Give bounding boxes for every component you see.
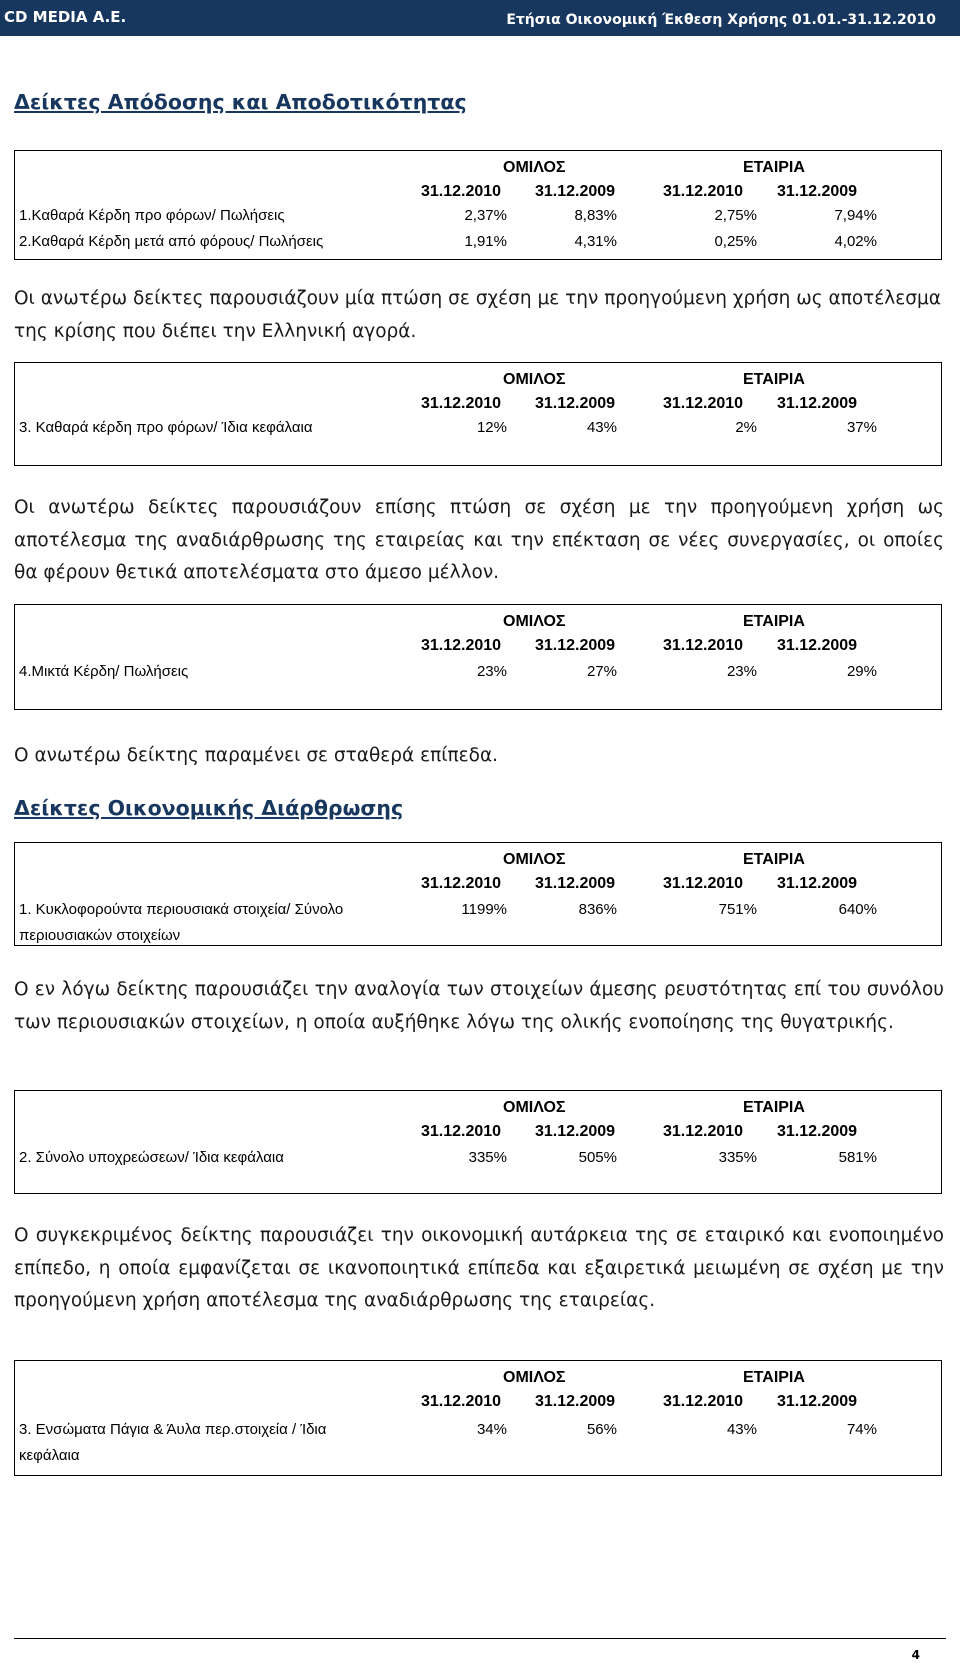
col-date-2009: 31.12.2009 xyxy=(535,1393,616,1410)
col-company-header: ΕΤΑΙΡΙΑ xyxy=(743,1369,805,1386)
paragraph-5: Ο συγκεκριμένος δείκτης παρουσιάζει την οικονομική αυτάρκεια της σε εταιρικό και ενοποιημένο επίπεδο, η οποία εμφανίζεται σε ικανοποιητικά επίπεδα και εξαιρετικά μειωμένη σε σχέση με την προηγούμενη χρήση αποτέλεσμα της αναδιάρθρωσης της εταιρείας. xyxy=(14,1225,944,1311)
company-name: CD MEDIA A.E. xyxy=(4,8,127,26)
value-cell: 8,83% xyxy=(574,207,617,224)
row-label: 1. Κυκλοφορούντα περιουσιακά στοιχεία/ Σύνολο περιουσιακών στοιχείων xyxy=(19,901,344,944)
col-date-2010: 31.12.2010 xyxy=(421,183,502,200)
col-date-2010: 31.12.2010 xyxy=(421,637,502,654)
value-cell: 12% xyxy=(476,419,507,436)
col-date-2009: 31.12.2009 xyxy=(777,1393,858,1410)
col-date-2010: 31.12.2010 xyxy=(421,395,502,412)
value-cell: 23% xyxy=(726,663,757,680)
ratios-table-4 xyxy=(14,842,942,946)
page-number: 4 xyxy=(911,1648,920,1662)
value-cell: 29% xyxy=(846,663,877,680)
value-cell: 581% xyxy=(838,1149,877,1166)
value-cell: 23% xyxy=(476,663,507,680)
col-date-2010: 31.12.2010 xyxy=(421,1123,502,1140)
value-cell: 640% xyxy=(838,901,877,918)
row-label: 2. Σύνολο υποχρεώσεων/ Ίδια κεφάλαια xyxy=(19,1149,284,1166)
col-company-header: ΕΤΑΙΡΙΑ xyxy=(743,613,805,630)
value-cell: 27% xyxy=(586,663,617,680)
row-label: 4.Μικτά Κέρδη/ Πωλήσεις xyxy=(19,663,189,680)
col-date-2010: 31.12.2010 xyxy=(663,395,744,412)
col-group-header: ΟΜΙΛΟΣ xyxy=(503,159,566,176)
value-cell: 2,37% xyxy=(464,207,507,224)
col-date-2009: 31.12.2009 xyxy=(535,1123,616,1140)
col-date-2009: 31.12.2009 xyxy=(777,1123,858,1140)
section-title-performance: Δείκτες Απόδοσης και Αποδοτικότητας xyxy=(14,90,467,114)
col-group-header: ΟΜΙΛΟΣ xyxy=(503,1369,566,1386)
col-company-header: ΕΤΑΙΡΙΑ xyxy=(743,851,805,868)
report-title: Ετήσια Οικονομική Έκθεση Χρήσης 01.01.-31.12.2010 xyxy=(506,12,936,28)
ratios-table-1 xyxy=(14,150,942,260)
col-date-2009: 31.12.2009 xyxy=(777,395,858,412)
col-date-2009: 31.12.2009 xyxy=(777,875,858,892)
value-cell: 37% xyxy=(846,419,877,436)
col-date-2010: 31.12.2010 xyxy=(663,1393,744,1410)
value-cell: 74% xyxy=(846,1421,877,1438)
col-date-2010: 31.12.2010 xyxy=(421,1393,502,1410)
col-date-2009: 31.12.2009 xyxy=(777,637,858,654)
value-cell: 4,31% xyxy=(574,233,617,250)
ratios-table-6 xyxy=(14,1360,942,1476)
col-date-2009: 31.12.2009 xyxy=(777,183,858,200)
row-label: 3. Ενσώματα Πάγια & Άυλα περ.στοιχεία / Ίδια κεφάλαια xyxy=(19,1421,327,1464)
col-company-header: ΕΤΑΙΡΙΑ xyxy=(743,1099,805,1116)
col-group-header: ΟΜΙΛΟΣ xyxy=(503,613,566,630)
paragraph-4: Ο εν λόγω δείκτης παρουσιάζει την αναλογία των στοιχείων άμεσης ρευστότητας επί του συνόλου των περιουσιακών στοιχείων, η οποία αυξήθηκε λόγω της ολικής ενοποίησης της θυγατρικής. xyxy=(14,979,944,1033)
row-label: 1.Καθαρά Κέρδη προ φόρων/ Πωλήσεις xyxy=(19,207,285,224)
col-date-2010: 31.12.2010 xyxy=(663,875,744,892)
value-cell: 335% xyxy=(718,1149,757,1166)
value-cell: 751% xyxy=(718,901,757,918)
value-cell: 0,25% xyxy=(714,233,757,250)
col-date-2010: 31.12.2010 xyxy=(663,1123,744,1140)
col-company-header: ΕΤΑΙΡΙΑ xyxy=(743,159,805,176)
col-date-2009: 31.12.2009 xyxy=(535,875,616,892)
value-cell: 43% xyxy=(726,1421,757,1438)
paragraph-2: Οι ανωτέρω δείκτες παρουσιάζουν επίσης πτώση σε σχέση με την προηγούμενη χρήση ως αποτέλεσμα της αναδιάρθρωσης της εταιρείας και την επέκταση σε νέες συνεργασίες, οι οποίες θα φέρουν θετικά αποτελέσματα στο άμεσο μέλλον. xyxy=(14,497,944,583)
row-label: 3. Καθαρά κέρδη προ φόρων/ Ίδια κεφάλαια xyxy=(19,419,313,436)
value-cell: 836% xyxy=(578,901,617,918)
value-cell: 34% xyxy=(476,1421,507,1438)
col-date-2010: 31.12.2010 xyxy=(421,875,502,892)
row-label: 2.Καθαρά Κέρδη μετά από φόρους/ Πωλήσεις xyxy=(19,233,324,250)
value-cell: 505% xyxy=(578,1149,617,1166)
col-date-2009: 31.12.2009 xyxy=(535,183,616,200)
value-cell: 2% xyxy=(735,419,757,436)
col-group-header: ΟΜΙΛΟΣ xyxy=(503,851,566,868)
value-cell: 2,75% xyxy=(714,207,757,224)
col-company-header: ΕΤΑΙΡΙΑ xyxy=(743,371,805,388)
value-cell: 7,94% xyxy=(834,207,877,224)
ratios-table-2 xyxy=(14,362,942,466)
value-cell: 335% xyxy=(468,1149,507,1166)
section-title-structure: Δείκτες Οικονομικής Διάρθρωσης xyxy=(14,796,404,820)
col-group-header: ΟΜΙΛΟΣ xyxy=(503,1099,566,1116)
value-cell: 1,91% xyxy=(464,233,507,250)
value-cell: 4,02% xyxy=(834,233,877,250)
value-cell: 43% xyxy=(586,419,617,436)
col-date-2009: 31.12.2009 xyxy=(535,395,616,412)
paragraph-3: Ο ανωτέρω δείκτης παραμένει σε σταθερά επίπεδα. xyxy=(14,745,499,766)
col-date-2010: 31.12.2010 xyxy=(663,183,744,200)
ratios-table-5 xyxy=(14,1090,942,1194)
col-date-2009: 31.12.2009 xyxy=(535,637,616,654)
page-header xyxy=(0,0,960,36)
ratios-table-3 xyxy=(14,604,942,710)
col-group-header: ΟΜΙΛΟΣ xyxy=(503,371,566,388)
col-date-2010: 31.12.2010 xyxy=(663,637,744,654)
value-cell: 1199% xyxy=(461,901,507,918)
paragraph-1: Οι ανωτέρω δείκτες παρουσιάζουν μία πτώση σε σχέση με την προηγούμενη χρήση ως αποτέλεσμα της κρίσης που διέπει την Ελληνική αγορά. xyxy=(14,288,941,342)
value-cell: 56% xyxy=(586,1421,617,1438)
footer-divider xyxy=(14,1638,946,1639)
